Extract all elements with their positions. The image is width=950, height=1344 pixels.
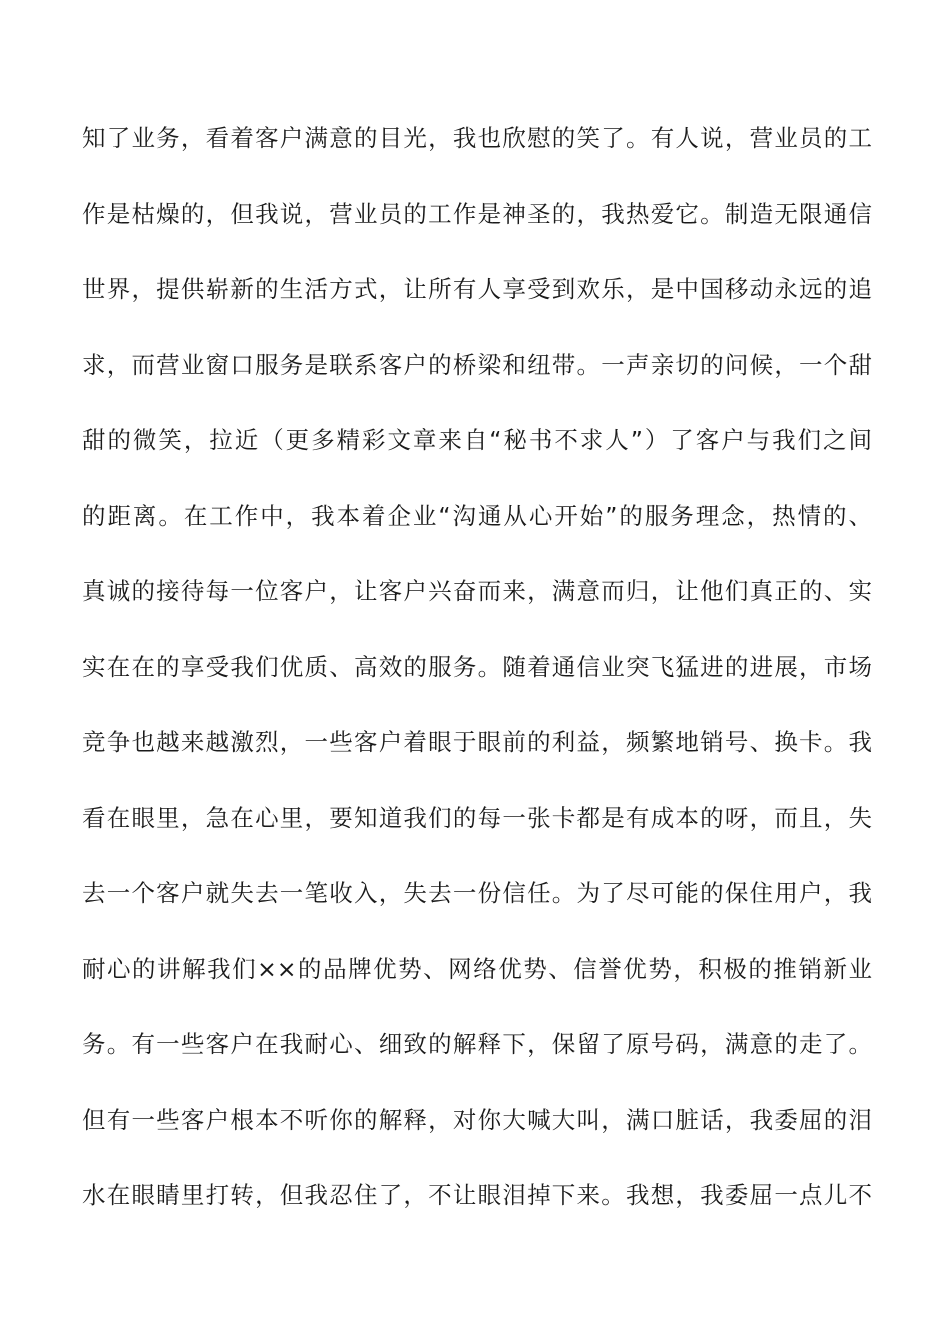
text-line: 真诚的接待每一位客户，让客户兴奋而来，满意而归，让他们真正的、实 — [82, 577, 872, 605]
text-line: 务。有一些客户在我耐心、细致的解释下，保留了原号码，满意的走了。 — [82, 1030, 872, 1058]
text-line: 作是枯燥的，但我说，营业员的工作是神圣的，我热爱它。制造无限通信 — [82, 199, 872, 228]
text-line: 去一个客户就失去一笔收入，失去一份信任。为了尽可能的保住用户，我 — [82, 879, 872, 907]
text-line: 世界，提供崭新的生活方式，让所有人享受到欢乐，是中国移动永远的追 — [82, 275, 872, 303]
text-line: 竞争也越来越激烈，一些客户着眼于眼前的利益，频繁地销号、换卡。我 — [82, 728, 872, 756]
text-line: 的距离。在工作中，我本着企业“沟通从心开始”的服务理念，热情的、 — [82, 501, 872, 530]
text-line: 知了业务，看着客户满意的目光，我也欣慰的笑了。有人说，营业员的工 — [82, 124, 872, 152]
text-line: 但有一些客户根本不听你的解释，对你大喊大叫，满口脏话，我委屈的泪 — [82, 1105, 872, 1134]
text-line: 实在在的享受我们优质、高效的服务。随着通信业突飞猛进的进展，市场 — [82, 652, 872, 681]
text-line: 求，而营业窗口服务是联系客户的桥梁和纽带。一声亲切的问候，一个甜 — [82, 350, 872, 379]
text-line: 耐心的讲解我们××的品牌优势、网络优势、信誉优势，积极的推销新业 — [82, 954, 872, 983]
text-line: 看在眼里，急在心里，要知道我们的每一张卡都是有成本的呀，而且，失 — [82, 803, 872, 832]
text-line: 水在眼睛里打转，但我忍住了，不让眼泪掉下来。我想，我委屈一点儿不 — [82, 1181, 872, 1209]
text-line: 甜的微笑，拉近（更多精彩文章来自“秘书不求人”）了客户与我们之间 — [82, 426, 872, 454]
body-text — [82, 118, 872, 1251]
